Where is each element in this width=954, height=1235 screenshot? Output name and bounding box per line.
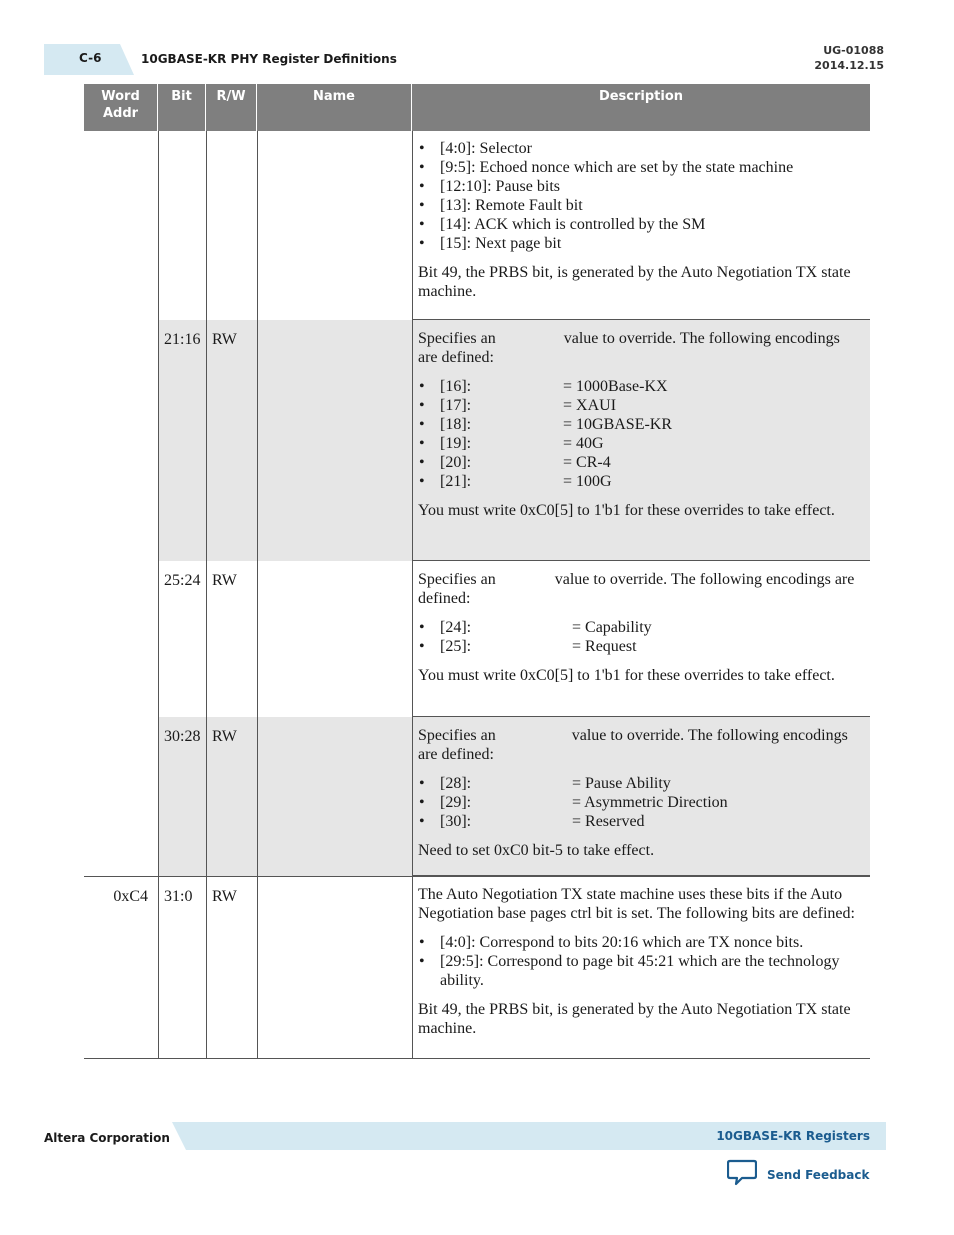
col-description: Description bbox=[598, 89, 684, 104]
description-note: Bit 49, the PRBS bit, is generated by the Auto Negotiation TX state machine. bbox=[418, 264, 851, 300]
description-note: Need to set 0xC0 bit-5 to take effect. bbox=[418, 842, 655, 859]
chat-bubble-icon bbox=[727, 1158, 757, 1191]
list-item: • [30]: = Reserved bbox=[418, 812, 860, 831]
doc-id: UG-01088 bbox=[823, 44, 884, 57]
list-item: • [13]: Remote Fault bit bbox=[418, 196, 860, 215]
cell-description bbox=[412, 561, 870, 717]
list-item: • [28]: = Pause Ability bbox=[418, 774, 860, 793]
cell-addr bbox=[84, 717, 158, 876]
bullet-list bbox=[418, 933, 860, 990]
col-word-addr: Word Addr bbox=[84, 84, 158, 131]
cell-description bbox=[412, 131, 870, 320]
bullet-list bbox=[418, 139, 860, 253]
description-note: You must write 0xC0[5] to 1'b1 for these overrides to take effect. bbox=[418, 502, 835, 519]
description-intro: The Auto Negotiation TX state machine uses these bits if the Auto Negotiation base pages ctrl bit is set. The following bits are defined: bbox=[418, 886, 855, 922]
encoding-list bbox=[418, 774, 860, 831]
list-item: • [24]: = Capability bbox=[418, 618, 860, 637]
table-row bbox=[84, 876, 870, 1059]
doc-info bbox=[814, 43, 884, 73]
cell-name bbox=[257, 876, 412, 1059]
list-item: • [21]: = 100G bbox=[418, 472, 860, 491]
table-row bbox=[84, 320, 870, 561]
col-bit: Bit bbox=[158, 84, 206, 131]
cell-rw bbox=[206, 131, 257, 320]
table-row bbox=[84, 131, 870, 320]
encoding-list bbox=[418, 618, 860, 656]
cell-addr bbox=[84, 561, 158, 717]
doc-date: 2014.12.15 bbox=[814, 59, 884, 72]
table-row bbox=[84, 717, 870, 876]
list-item: • [4:0]: Selector bbox=[418, 139, 860, 158]
send-feedback-link[interactable] bbox=[727, 1158, 869, 1191]
description-intro: Specifies an value to override. The following encodings are defined: bbox=[418, 571, 855, 607]
cell-rw: RW bbox=[206, 876, 257, 1059]
footer-company: Altera Corporation bbox=[44, 1131, 170, 1145]
description-intro: Specifies an value to override. The following encodings are defined: bbox=[418, 727, 848, 763]
register-table bbox=[84, 84, 870, 1059]
page-number: C-6 bbox=[79, 51, 102, 65]
footer-section-link[interactable]: 10GBASE-KR Registers bbox=[716, 1129, 870, 1143]
encoding-list bbox=[418, 377, 860, 491]
cell-bit: 30:28 bbox=[158, 717, 206, 876]
cell-addr bbox=[84, 131, 158, 320]
list-item: • [17]: = XAUI bbox=[418, 396, 860, 415]
cell-addr: 0xC4 bbox=[84, 876, 158, 1059]
list-item: • [15]: Next page bit bbox=[418, 234, 860, 253]
list-item: • [29]: = Asymmetric Direction bbox=[418, 793, 860, 812]
list-item: • [12:10]: Pause bits bbox=[418, 177, 860, 196]
cell-description bbox=[412, 320, 870, 561]
description-note: Bit 49, the PRBS bit, is generated by the Auto Negotiation TX state machine. bbox=[418, 1001, 851, 1037]
cell-bit: 21:16 bbox=[158, 320, 206, 561]
list-item: • [9:5]: Echoed nonce which are set by the state machine bbox=[418, 158, 860, 177]
list-item: • [19]: = 40G bbox=[418, 434, 860, 453]
list-item: • [16]: = 1000Base-KX bbox=[418, 377, 860, 396]
cell-bit bbox=[158, 131, 206, 320]
cell-name bbox=[257, 131, 412, 320]
list-item: • [4:0]: Correspond to bits 20:16 which are TX nonce bits. bbox=[418, 933, 860, 952]
cell-addr bbox=[84, 320, 158, 561]
description-intro: Specifies an value to override. The following encodings are defined: bbox=[418, 330, 840, 366]
list-item: • [25]: = Request bbox=[418, 637, 860, 656]
col-name: Name bbox=[257, 84, 412, 131]
table-header bbox=[84, 84, 870, 131]
cell-name bbox=[257, 320, 412, 561]
cell-description bbox=[412, 717, 870, 876]
list-item: • [18]: = 10GBASE-KR bbox=[418, 415, 860, 434]
page-title: 10GBASE-KR PHY Register Definitions bbox=[141, 52, 397, 66]
table-row bbox=[84, 561, 870, 717]
cell-rw: RW bbox=[206, 717, 257, 876]
cell-name bbox=[257, 561, 412, 717]
list-item: • [29:5]: Correspond to page bit 45:21 which are the technology ability. bbox=[418, 952, 860, 990]
list-item: • [20]: = CR-4 bbox=[418, 453, 860, 472]
cell-bit: 31:0 bbox=[158, 876, 206, 1059]
cell-rw: RW bbox=[206, 561, 257, 717]
cell-bit: 25:24 bbox=[158, 561, 206, 717]
cell-rw: RW bbox=[206, 320, 257, 561]
cell-name bbox=[257, 717, 412, 876]
col-rw: R/W bbox=[206, 84, 257, 131]
send-feedback-label: Send Feedback bbox=[767, 1167, 870, 1182]
cell-description bbox=[412, 876, 870, 1059]
list-item: • [14]: ACK which is controlled by the SM bbox=[418, 215, 860, 234]
description-note: You must write 0xC0[5] to 1'b1 for these overrides to take effect. bbox=[418, 667, 835, 684]
